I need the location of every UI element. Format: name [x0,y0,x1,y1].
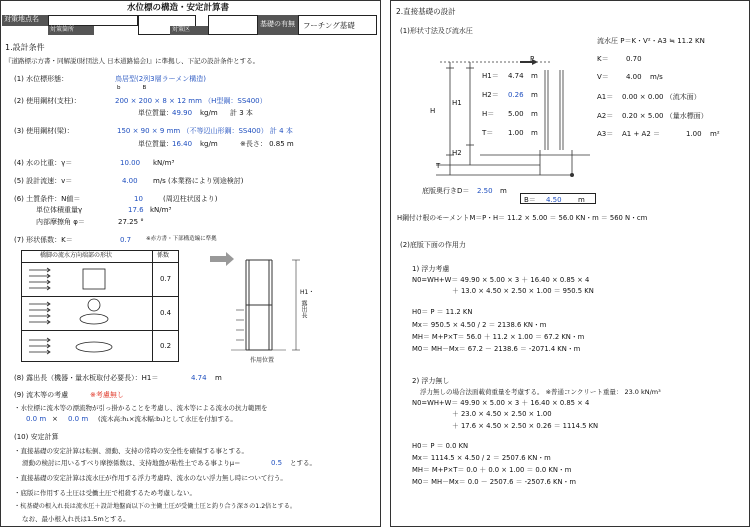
h2-label: H2＝ [482,91,499,99]
item4-value: 10.00 [120,159,141,167]
header-input-3 [208,15,258,35]
item9-value-1: 0.0 m [26,415,47,423]
depth-unit: m [500,187,507,195]
item9-flag: ※考慮無し [90,391,124,399]
item4-label: (4) 水の比重：γ＝ [14,159,73,167]
item6-value: 10 [134,195,143,203]
item10-mu: 0.5 [271,459,283,467]
shape-coef-3: 0.2 [160,342,172,350]
depth-label: 底版奥行きD＝ [422,187,470,195]
item2-mass-unit: kg/m [200,109,218,117]
shape-table-header-shape: 橋脚の流水方向端部の形状 [40,252,113,259]
a2-value: 0.20 × 5.00 （量水標面） [622,112,708,120]
header-cell-4: 基礎の有無 [258,15,298,35]
h1-value: 4.74 [508,72,524,80]
k-value: 0.70 [626,55,642,63]
item2-unit-label: 単位質量： [138,109,173,117]
shape-table-vline [152,250,153,362]
item1-sub: b B [117,85,147,91]
item3-label: (3) 使用鋼材(梁)： [14,127,74,135]
a2-label: A2＝ [597,112,614,120]
item3-unit-label: 単位質量： [138,140,173,148]
item2-spec: 200 × 200 × 8 × 12 mm （H型鋼：SS400） [115,97,267,105]
case-a-mh: MH＝ M+P×T＝ 56.0 ＋ 11.2 × 1.00 ＝ 67.2 KN・m [412,333,585,341]
v-unit: m/s [650,73,663,81]
header-value: フーチング基礎 [303,21,355,30]
h1-unit: m [531,72,538,80]
shape-table-header-coef: 係数 [157,252,170,259]
case-b-m0: M0＝ MH－Mx＝ 0.0 － 2507.6 ＝ -2507.6 KN・m [412,478,576,486]
diagram-label-exposed: 露出長 [300,300,307,318]
case-b-h0: H0＝ P ＝ 0.0 KN [412,442,469,450]
item6-phi-value: 27.25 ° [118,218,144,226]
a3-result: 1.00 [686,130,702,138]
header-cell-3: 対策区 [170,26,208,35]
t-unit: m [531,129,538,137]
case-b-n0b: ＋ 23.0 × 4.50 × 2.50 × 1.00 [452,410,552,418]
case-b-mh: MH＝ M+P×T＝ 0.0 ＋ 0.0 × 1.00 ＝ 0.0 KN・m [412,466,572,474]
case-b-mx: Mx＝ 1114.5 × 4.50 / 2 ＝ 2507.6 KN・m [412,454,551,462]
item10-line-6: なお、最小根入れ長は1.5mとする。 [22,515,130,523]
item3-spec: 150 × 90 × 9 mm （不等辺山形鋼：SS400） 計 4 本 [117,127,293,135]
flow-pressure-formula: 流水圧 P＝K・V²・A3 ≒ 11.2 KN [597,37,705,45]
case-a-n0b: ＋ 13.0 × 4.50 × 2.50 × 1.00 ＝ 950.5 KN [452,287,594,295]
shape-coef-1: 0.7 [160,275,172,283]
item6-gamma-unit: kN/m³ [150,206,172,214]
v-label: V＝ [597,73,609,81]
item4-unit: kN/m³ [153,159,175,167]
width-label: B＝ [524,196,536,204]
case-a-n0: N0=WH+W＝ 49.90 × 5.00 × 3 ＋ 16.40 × 0.85 × 4 [412,276,590,284]
t-value: 1.00 [508,129,524,137]
flow-arrows-row1 [29,268,50,290]
depth-value: 2.50 [477,187,493,195]
item9-times: × [52,415,58,423]
item7-value: 0.7 [120,236,132,244]
case-b-n0: N0=WH+W＝ 49.90 × 5.00 × 3 ＋ 16.40 × 0.85 × 4 [412,399,590,407]
diagram-label-h1: H1・ [300,289,315,296]
a1-value: 0.00 × 0.00 （流木面） [622,93,701,101]
item3-mass: 16.40 [172,140,193,148]
item3-mass-unit: kg/m [200,140,218,148]
item6-label: (6) 土質条件：N値＝ [14,195,81,203]
item1-value: 鳥居型(2列3層ラーメン構造) [115,75,207,83]
header-cell-1: 対策地点名 [2,15,48,26]
basis-text: 『道路標示方書・同解説(財団法人 日本道路協会)』に準拠し、下記の設計条件とする。 [5,57,260,65]
k-label: K＝ [597,55,609,63]
item6-phi-label: 内部摩擦角 φ＝ [36,218,85,226]
t-label: T＝ [482,129,494,137]
item5-unit: m/s (本業務により別途検討) [153,177,244,185]
item10-line-5: ・杭基礎の根入れ長は流水圧＋設計地盤面以下の主働土圧が受働土圧と釣り合う深さの1.2倍とする。 [14,503,297,510]
item1-label: (1) 水位標形態： [14,75,69,83]
shape-figures [21,262,152,362]
header-input-1 [48,15,138,26]
dim-label-T: T [436,162,441,170]
item7-label: (7) 形状係数：K＝ [14,236,73,244]
case-buoyancy-heading: 1) 浮力考慮 [412,265,450,273]
item6-note: (周辺柱状図より) [163,195,218,203]
shape-coef-2: 0.4 [160,309,172,317]
force-label-p: P [530,55,535,63]
item8-unit: m [215,374,222,382]
item8-label: (8) 露出長（機器・量水板取付必要長）：H1＝ [14,374,159,382]
item10-label: (10) 安定計算 [14,433,59,441]
item2-label: (2) 使用鋼材(支柱)： [14,97,81,105]
item9-text: ・水位標に流木等の漂流物が引っ掛かることを考慮し、流木等による流水の抗力範囲を [14,404,268,412]
a1-label: A1＝ [597,93,614,101]
case-a-m0: M0＝ MH－Mx＝ 67.2 － 2138.6 ＝ -2071.4 KN・m [412,345,581,353]
item10-line-2: 滑動の検討に用いるすべり摩擦係数は、支持地盤が粘性土である事よりμ＝ [22,459,241,467]
a3-expr: A1 + A2 ＝ [622,130,661,138]
item10-line-2b: とする。 [290,459,316,467]
v-value: 4.00 [626,73,642,81]
item9-label: (9) 流木等の考慮 [14,391,69,399]
a3-unit: m² [710,130,720,138]
dim-label-H1: H1 [452,99,462,107]
section-1-heading: 1.設計条件 [5,43,45,52]
h1-label: H1＝ [482,72,499,80]
item3-length: ※長さ： 0.85 m [240,140,294,148]
case-b-n0c: ＋ 17.6 × 4.50 × 2.50 × 0.26 ＝ 1114.5 KN [452,422,599,430]
subsection-1-heading: (1)形状寸法及び流水圧 [400,27,473,35]
width-unit: m [578,196,585,204]
item10-line-1: ・直接基礎の安定計算は転倒、滑動、支持の常時の安全性を確保する事とする。 [14,447,248,455]
section-2-heading: 2.直接基礎の設計 [396,7,456,16]
item6-gamma-value: 17.6 [128,206,144,214]
moment-line: H鋼付け根のモーメントM＝P・H＝ 11.2 × 5.00 ＝ 56.0 KN・m ＝ 560 N・cm [397,214,648,222]
subsection-2-heading: (2)底版下面の作用力 [400,241,466,249]
dim-label-H2: H2 [452,149,462,157]
torii-structure-diagram [206,250,326,370]
h-label: H＝ [482,110,495,118]
case-b-note: 浮力無しの場合法面載荷重量を考慮する。 ※普通コンクリート重量： 23.0 kN/m³ [420,388,661,396]
item10-line-3: ・直接基礎の安定計算は流水圧が作用する浮力考慮時、流水のない浮力無し時について行う。 [14,474,287,482]
item2-count: 計 3 本 [230,109,253,117]
item2-mass: 49.90 [172,109,193,117]
item6-gamma-label: 単位体積重量γ [36,206,83,214]
dim-label-H: H [430,107,436,115]
item9-text-2: (流木高:h₁×流木幅:b₁)として水圧を付加する。 [98,415,237,423]
case-a-mx: Mx＝ 950.5 × 4.50 / 2 ＝ 2138.6 KN・m [412,321,547,329]
left-title: 水位標の構造・安定計算書 [127,3,230,13]
item8-value: 4.74 [191,374,207,382]
h2-value: 0.26 [508,91,524,99]
item9-value-2: 0.0 m [68,415,89,423]
case-a-h0: H0＝ P ＝ 11.2 KN [412,308,473,316]
case-no-buoyancy-heading: 2) 浮力無し [412,377,450,385]
width-value: 4.50 [546,196,562,204]
h-value: 5.00 [508,110,524,118]
diagram-label-position: 作用位置 [250,357,275,364]
h2-unit: m [531,91,538,99]
a3-label: A3＝ [597,130,614,138]
item5-value: 4.00 [122,177,138,185]
item10-line-4: ・底版に作用する土圧は受働土圧で相殺するため考慮しない。 [14,489,196,497]
item5-label: (5) 設計流速：v＝ [14,177,73,185]
header-cell-2: 対策箇所 [48,26,94,35]
item7-note: ※赤方書・下部構造編に準拠 [146,236,217,242]
h-unit: m [531,110,538,118]
